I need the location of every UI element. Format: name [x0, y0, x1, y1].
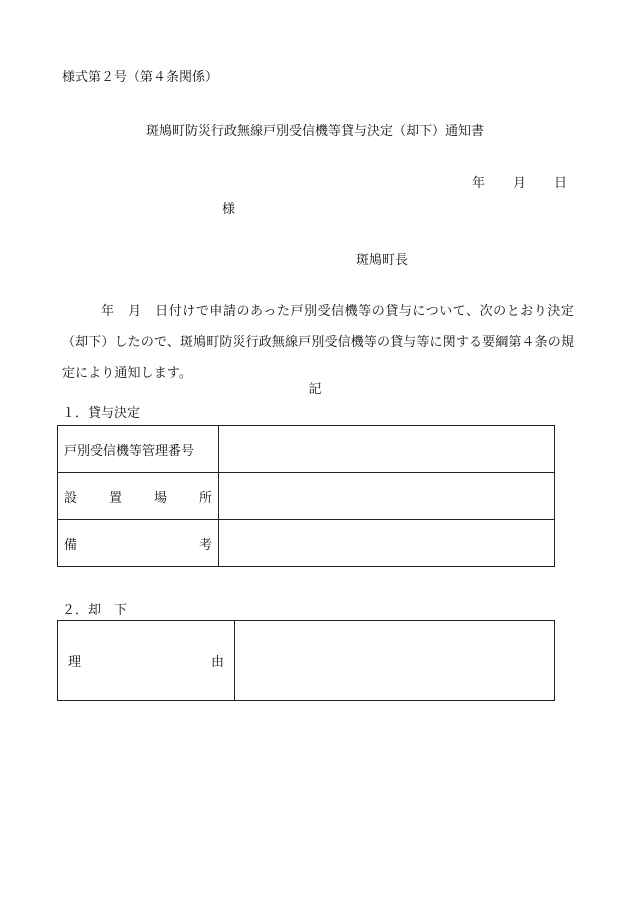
installation-location-label	[58, 473, 219, 520]
section-rejection-heading: ２．却 下	[62, 603, 128, 618]
lending-decision-table	[57, 425, 555, 567]
date-year-label: 年	[472, 176, 486, 191]
table-row	[58, 426, 555, 473]
issuer-name: 斑鳩町長	[356, 253, 409, 268]
remarks-value	[219, 520, 555, 567]
section-lending-decision-heading: １．貸与決定	[62, 406, 141, 421]
label-char: 所	[198, 490, 212, 506]
notice-body-text: 年 月 日付けで申請のあった戸別受信機等の貸与について、次のとおり決定（却下）したので、斑鳩町防災行政無線戸別受信機等の貸与等に関する要綱第４条の規定により通知します。	[62, 304, 574, 381]
table-row	[58, 621, 555, 701]
management-number-label: 戸別受信機等管理番号	[58, 426, 219, 473]
label-char: 場	[153, 490, 167, 506]
table-row	[58, 520, 555, 567]
date-line	[472, 172, 567, 191]
reason-value	[235, 621, 555, 701]
label-char: 備	[64, 537, 78, 553]
management-number-value	[219, 426, 555, 473]
date-day-label: 日	[554, 176, 568, 191]
label-char: 置	[108, 490, 122, 506]
label-char: 考	[198, 537, 212, 553]
reason-label	[58, 621, 235, 701]
form-number: 様式第２号（第４条関係）	[62, 70, 219, 85]
addressee-suffix: 様	[222, 202, 236, 217]
document-title: 斑鳩町防災行政無線戸別受信機等貸与決定（却下）通知書	[145, 124, 484, 139]
label-char: 設	[64, 490, 78, 506]
ki-marker: 記	[308, 382, 322, 397]
remarks-label	[58, 520, 219, 567]
label-char: 由	[210, 655, 224, 670]
table-row	[58, 473, 555, 520]
installation-location-value	[219, 473, 555, 520]
date-month-label: 月	[513, 176, 527, 191]
label-char: 理	[68, 655, 82, 670]
rejection-table	[57, 620, 555, 701]
